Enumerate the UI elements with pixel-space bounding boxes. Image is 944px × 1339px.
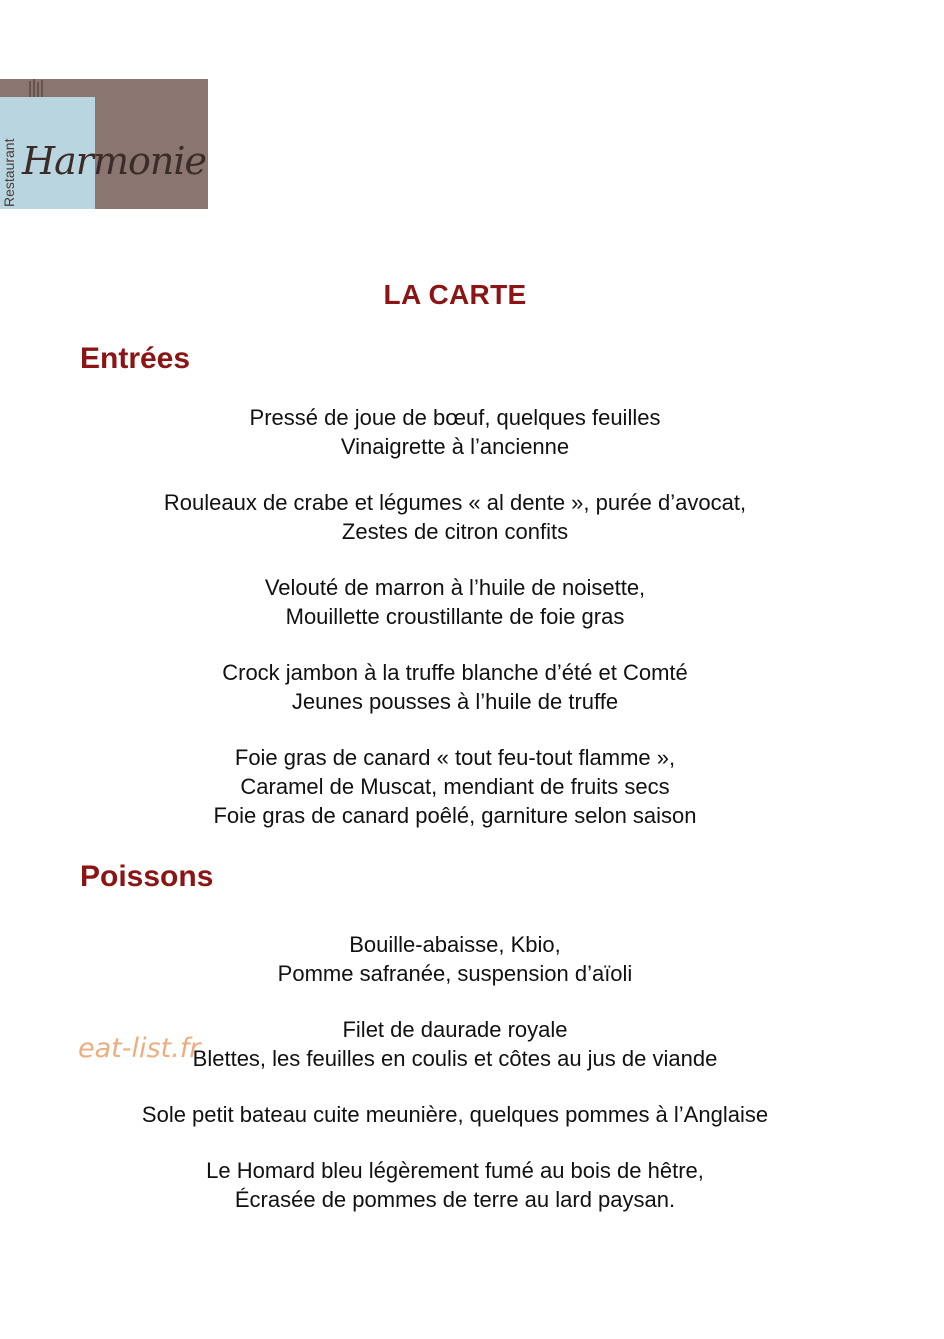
poissons-list	[0, 930, 910, 1241]
menu-item	[0, 1156, 910, 1214]
menu-item	[0, 488, 910, 546]
menu-item-line: Sole petit bateau cuite meunière, quelques pommes à l’Anglaise	[141, 1102, 769, 1127]
menu-item	[0, 930, 910, 988]
menu-item-line: Caramel de Muscat, mendiant de fruits secs	[240, 774, 670, 799]
menu-item-line: Mouillette croustillante de foie gras	[285, 604, 625, 629]
menu-item-line: Blettes, les feuilles en coulis et côtes au jus de viande	[192, 1046, 718, 1071]
menu-item-line: Zestes de citron confits	[341, 519, 569, 544]
watermark: eat-list.fr	[78, 1033, 201, 1064]
menu-item-line: Bouille-abaisse, Kbio,	[349, 932, 561, 957]
menu-item-line: Vinaigrette à l’ancienne	[340, 434, 570, 459]
menu-item-line: Le Homard bleu légèrement fumé au bois de hêtre,	[206, 1158, 704, 1183]
menu-item-line: Pomme safranée, suspension d’aïoli	[277, 961, 633, 986]
menu-item	[0, 1100, 910, 1129]
menu-item-line: Pressé de joue de bœuf, quelques feuilles	[249, 405, 661, 430]
menu-item-line: Foie gras de canard poêlé, garniture selon saison	[213, 803, 697, 828]
menu-item	[0, 573, 910, 631]
menu-item-line: Velouté de marron à l’huile de noisette,	[264, 575, 646, 600]
menu-item-line: Filet de daurade royale	[342, 1017, 568, 1042]
entrees-list	[0, 403, 910, 857]
menu-item-line: Rouleaux de crabe et légumes « al dente », purée d’avocat,	[163, 490, 747, 515]
logo-graphic	[0, 79, 208, 209]
menu-item-line: Jeunes pousses à l’huile de truffe	[291, 689, 619, 714]
restaurant-logo	[0, 79, 208, 209]
menu-item	[0, 403, 910, 461]
logo-name: Harmonie	[22, 139, 206, 183]
section-heading-entrees: Entrées	[80, 342, 191, 375]
page-title: LA CARTE	[383, 279, 527, 310]
section-heading-poissons: Poissons	[80, 860, 214, 893]
logo-small-text: Restaurant	[1, 138, 17, 207]
menu-item	[0, 658, 910, 716]
menu-item-line: Foie gras de canard « tout feu-tout flamme »,	[234, 745, 676, 770]
menu-item-line: Écrasée de pommes de terre au lard paysan.	[234, 1187, 676, 1212]
menu-item	[0, 743, 910, 830]
menu-item-line: Crock jambon à la truffe blanche d’été et Comté	[222, 660, 688, 685]
